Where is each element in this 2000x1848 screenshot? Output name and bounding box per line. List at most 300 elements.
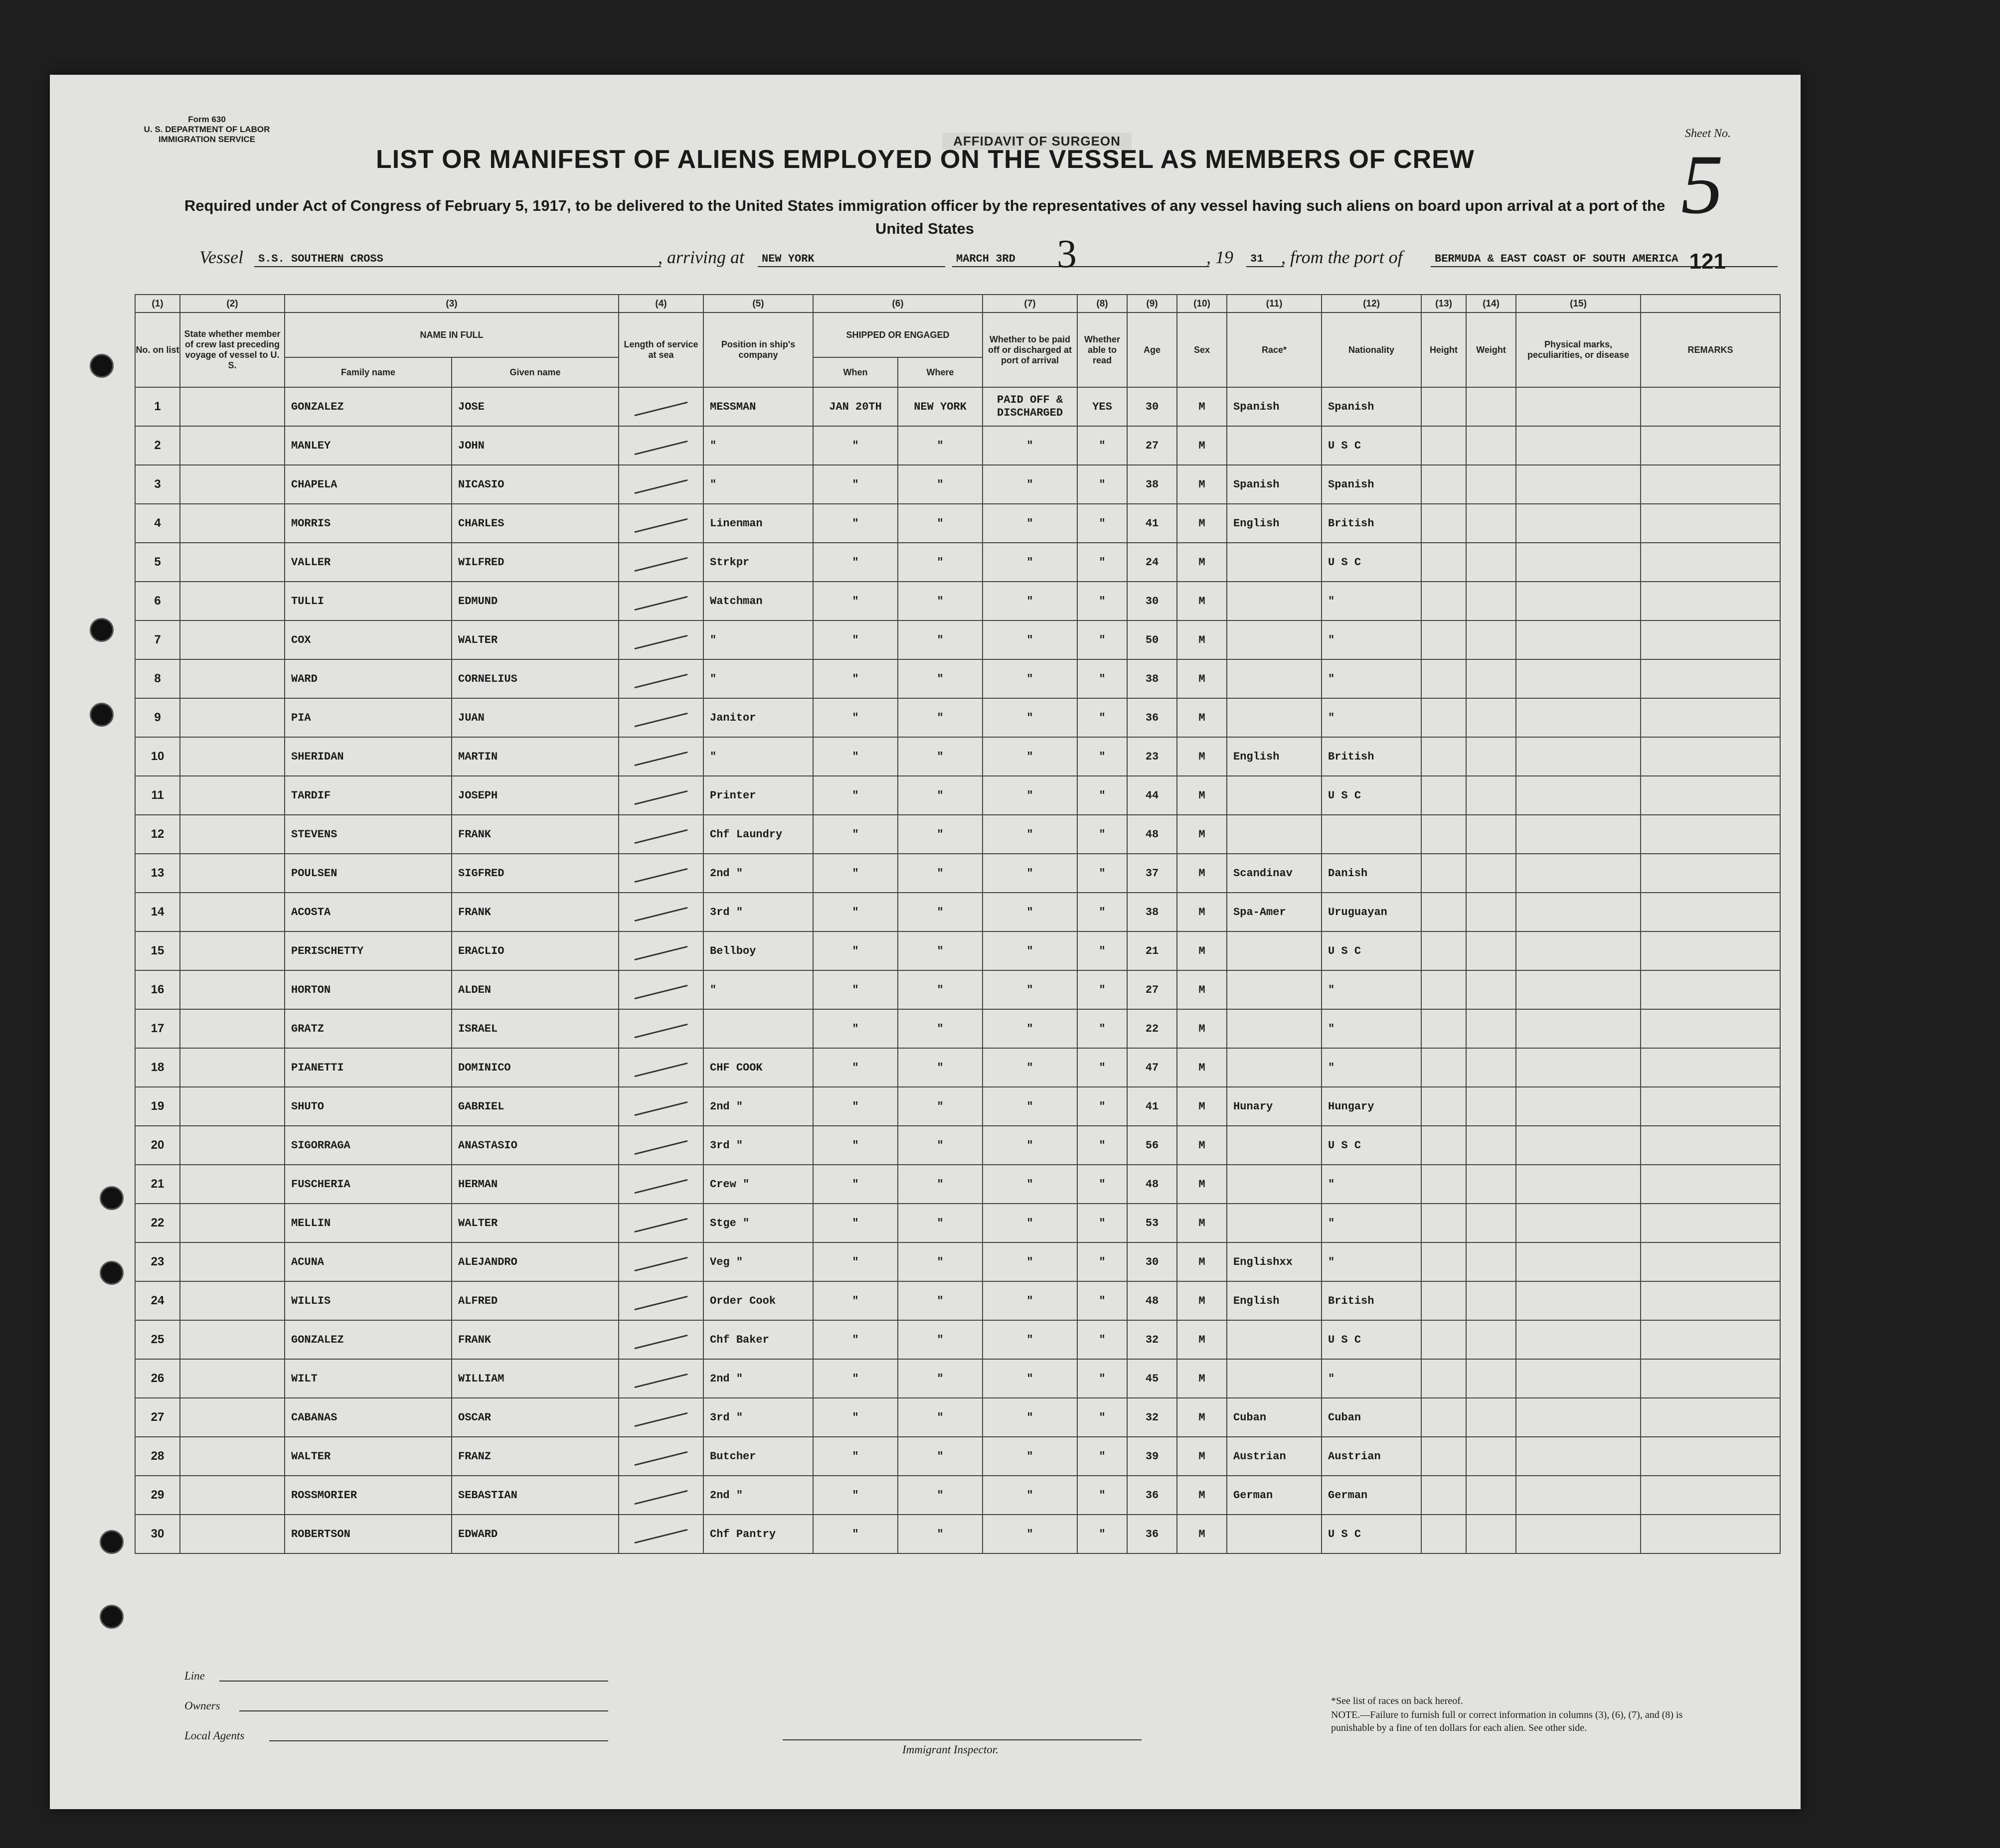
cell-family-name: ACOSTA — [285, 893, 452, 931]
cell-shipped-where: " — [898, 582, 983, 620]
table-row — [135, 931, 1780, 970]
cell-able-to-read: " — [1077, 1126, 1127, 1165]
cell-sex: M — [1177, 737, 1227, 776]
cell-paid-off: " — [983, 815, 1077, 854]
cell-given-name: EDMUND — [452, 582, 619, 620]
cell-physical-marks — [1516, 1281, 1641, 1320]
cell-given-name: OSCAR — [452, 1398, 619, 1437]
binder-hole-5 — [100, 1261, 124, 1285]
cell-given-name: SEBASTIAN — [452, 1476, 619, 1515]
cell-shipped-when: " — [813, 815, 898, 854]
cell-last-voyage — [180, 1242, 285, 1281]
cell-list-number: 19 — [135, 1087, 180, 1126]
cell-family-name: SIGORRAGA — [285, 1126, 452, 1165]
cell-remarks — [1641, 815, 1780, 854]
cell-family-name: GONZALEZ — [285, 387, 452, 426]
colnum-10: (10) — [1177, 295, 1227, 312]
cell-last-voyage — [180, 504, 285, 543]
vessel-name: S.S. SOUTHERN CROSS — [254, 253, 661, 267]
cell-shipped-where: " — [898, 893, 983, 931]
cell-race — [1227, 620, 1322, 659]
cell-position: 3rd " — [703, 1398, 813, 1437]
cell-sex: M — [1177, 893, 1227, 931]
cell-last-voyage — [180, 1359, 285, 1398]
vessel-label: Vessel — [199, 247, 243, 267]
cell-list-number: 29 — [135, 1476, 180, 1515]
cell-height — [1421, 1515, 1466, 1553]
checkmark-icon — [634, 1101, 687, 1116]
colnum-1: (1) — [135, 295, 180, 312]
cell-paid-off: " — [983, 970, 1077, 1009]
cell-nationality: U S C — [1322, 931, 1421, 970]
cell-weight — [1466, 1437, 1516, 1476]
cell-paid-off: " — [983, 1398, 1077, 1437]
cell-position: Chf Laundry — [703, 815, 813, 854]
cell-nationality: " — [1322, 582, 1421, 620]
cell-shipped-when: " — [813, 698, 898, 737]
cell-length-of-service — [619, 854, 703, 893]
cell-shipped-when: " — [813, 1476, 898, 1515]
cell-family-name: GONZALEZ — [285, 1320, 452, 1359]
cell-weight — [1466, 815, 1516, 854]
cell-paid-off: " — [983, 1126, 1077, 1165]
cell-length-of-service — [619, 387, 703, 426]
cell-able-to-read: " — [1077, 1476, 1127, 1515]
cell-remarks — [1641, 426, 1780, 465]
cell-remarks — [1641, 387, 1780, 426]
checkmark-icon — [634, 1023, 687, 1038]
footer — [135, 1650, 1730, 1799]
cell-physical-marks — [1516, 1398, 1641, 1437]
cell-family-name: ROSSMORIER — [285, 1476, 452, 1515]
cell-weight — [1466, 1126, 1516, 1165]
cell-paid-off: " — [983, 776, 1077, 815]
cell-weight — [1466, 1009, 1516, 1048]
cell-length-of-service — [619, 893, 703, 931]
checkmark-icon — [634, 1179, 687, 1194]
cell-shipped-where: " — [898, 737, 983, 776]
cell-physical-marks — [1516, 1242, 1641, 1281]
cell-shipped-when: " — [813, 1242, 898, 1281]
cell-age: 45 — [1127, 1359, 1177, 1398]
cell-physical-marks — [1516, 931, 1641, 970]
cell-age: 53 — [1127, 1204, 1177, 1242]
cell-given-name: NICASIO — [452, 465, 619, 504]
cell-position: " — [703, 620, 813, 659]
cell-family-name: WARD — [285, 659, 452, 698]
cell-list-number: 2 — [135, 426, 180, 465]
cell-length-of-service — [619, 1359, 703, 1398]
cell-position: 2nd " — [703, 854, 813, 893]
binder-hole-6 — [100, 1530, 124, 1554]
cell-paid-off: " — [983, 1476, 1077, 1515]
cell-list-number: 11 — [135, 776, 180, 815]
cell-able-to-read: " — [1077, 504, 1127, 543]
cell-paid-off: " — [983, 1204, 1077, 1242]
cell-able-to-read: YES — [1077, 387, 1127, 426]
cell-height — [1421, 1398, 1466, 1437]
cell-height — [1421, 1320, 1466, 1359]
cell-position: Watchman — [703, 582, 813, 620]
cell-physical-marks — [1516, 582, 1641, 620]
cell-weight — [1466, 426, 1516, 465]
cell-position: Veg " — [703, 1242, 813, 1281]
cell-sex: M — [1177, 815, 1227, 854]
cell-able-to-read: " — [1077, 854, 1127, 893]
cell-given-name: WILLIAM — [452, 1359, 619, 1398]
cell-weight — [1466, 1281, 1516, 1320]
cell-remarks — [1641, 1515, 1780, 1553]
cell-nationality: " — [1322, 1009, 1421, 1048]
cell-paid-off: " — [983, 931, 1077, 970]
cell-able-to-read: " — [1077, 893, 1127, 931]
cell-physical-marks — [1516, 1087, 1641, 1126]
vessel-line — [199, 232, 1795, 277]
cell-given-name: ISRAEL — [452, 1009, 619, 1048]
cell-given-name: DOMINICO — [452, 1048, 619, 1087]
cell-remarks — [1641, 1281, 1780, 1320]
cell-family-name: FUSCHERIA — [285, 1165, 452, 1204]
sheet-label: Sheet No. — [1685, 127, 1731, 140]
cell-length-of-service — [619, 1476, 703, 1515]
cell-length-of-service — [619, 543, 703, 582]
colnum-5: (5) — [703, 295, 813, 312]
checkmark-icon — [634, 401, 687, 416]
cell-given-name: ANASTASIO — [452, 1126, 619, 1165]
cell-shipped-when: " — [813, 970, 898, 1009]
cell-nationality: German — [1322, 1476, 1421, 1515]
cell-list-number: 10 — [135, 737, 180, 776]
cell-nationality: " — [1322, 620, 1421, 659]
cell-race: Spa-Amer — [1227, 893, 1322, 931]
checkmark-icon — [634, 1412, 687, 1427]
cell-physical-marks — [1516, 620, 1641, 659]
cell-given-name: JOSE — [452, 387, 619, 426]
header-length-of-service: Length of service at sea — [619, 312, 703, 387]
table-row — [135, 1087, 1780, 1126]
checkmark-icon — [634, 518, 687, 533]
cell-position: MESSMAN — [703, 387, 813, 426]
cell-nationality: U S C — [1322, 426, 1421, 465]
cell-shipped-where: " — [898, 1515, 983, 1553]
cell-list-number: 4 — [135, 504, 180, 543]
cell-remarks — [1641, 582, 1780, 620]
header-where: Where — [898, 357, 983, 387]
cell-shipped-where: " — [898, 1476, 983, 1515]
cell-family-name: ROBERTSON — [285, 1515, 452, 1553]
cell-able-to-read: " — [1077, 1437, 1127, 1476]
cell-length-of-service — [619, 659, 703, 698]
cell-list-number: 18 — [135, 1048, 180, 1087]
cell-given-name: JOSEPH — [452, 776, 619, 815]
checkmark-icon — [634, 557, 687, 572]
cell-length-of-service — [619, 426, 703, 465]
colnum-4: (4) — [619, 295, 703, 312]
cell-physical-marks — [1516, 1204, 1641, 1242]
cell-age: 24 — [1127, 543, 1177, 582]
cell-weight — [1466, 1204, 1516, 1242]
cell-sex: M — [1177, 659, 1227, 698]
cell-family-name: WALTER — [285, 1437, 452, 1476]
cell-remarks — [1641, 776, 1780, 815]
cell-family-name: MANLEY — [285, 426, 452, 465]
cell-age: 48 — [1127, 1281, 1177, 1320]
cell-list-number: 5 — [135, 543, 180, 582]
checkmark-icon — [634, 1256, 687, 1271]
cell-sex: M — [1177, 582, 1227, 620]
cell-race: Englishxx — [1227, 1242, 1322, 1281]
cell-family-name: PIANETTI — [285, 1048, 452, 1087]
cell-able-to-read: " — [1077, 426, 1127, 465]
header-when: When — [813, 357, 898, 387]
cell-nationality: Cuban — [1322, 1398, 1421, 1437]
table-row — [135, 1398, 1780, 1437]
table-row — [135, 893, 1780, 931]
cell-last-voyage — [180, 854, 285, 893]
cell-able-to-read: " — [1077, 698, 1127, 737]
cell-given-name: JOHN — [452, 426, 619, 465]
table-row — [135, 387, 1780, 426]
cell-last-voyage — [180, 776, 285, 815]
cell-shipped-when: " — [813, 737, 898, 776]
cell-shipped-where: " — [898, 1242, 983, 1281]
checkmark-icon — [634, 1373, 687, 1388]
cell-race — [1227, 1359, 1322, 1398]
department-name: U. S. DEPARTMENT OF LABOR — [144, 125, 270, 134]
cell-sex: M — [1177, 1048, 1227, 1087]
cell-length-of-service — [619, 1048, 703, 1087]
cell-race — [1227, 1320, 1322, 1359]
cell-sex: M — [1177, 620, 1227, 659]
cell-sex: M — [1177, 1359, 1227, 1398]
cell-shipped-when: " — [813, 1087, 898, 1126]
cell-age: 44 — [1127, 776, 1177, 815]
cell-physical-marks — [1516, 465, 1641, 504]
cell-physical-marks — [1516, 659, 1641, 698]
cell-list-number: 30 — [135, 1515, 180, 1553]
manifest-sheet — [50, 75, 1801, 1809]
header-paid-off: Whether to be paid off or discharged at port of arrival — [983, 312, 1077, 387]
local-agents-blank — [269, 1740, 608, 1741]
table-row — [135, 620, 1780, 659]
cell-race — [1227, 1048, 1322, 1087]
cell-physical-marks — [1516, 1359, 1641, 1398]
cell-shipped-where: " — [898, 1359, 983, 1398]
cell-last-voyage — [180, 698, 285, 737]
cell-weight — [1466, 1515, 1516, 1553]
cell-length-of-service — [619, 582, 703, 620]
cell-family-name: ACUNA — [285, 1242, 452, 1281]
cell-nationality: Spanish — [1322, 465, 1421, 504]
cell-remarks — [1641, 931, 1780, 970]
cell-last-voyage — [180, 1126, 285, 1165]
cell-family-name: CHAPELA — [285, 465, 452, 504]
cell-physical-marks — [1516, 893, 1641, 931]
cell-race — [1227, 931, 1322, 970]
colnum-11: (11) — [1227, 295, 1322, 312]
cell-height — [1421, 1281, 1466, 1320]
cell-shipped-where: " — [898, 970, 983, 1009]
cell-able-to-read: " — [1077, 1204, 1127, 1242]
cell-shipped-where: " — [898, 1165, 983, 1204]
cell-height — [1421, 387, 1466, 426]
table-row — [135, 1242, 1780, 1281]
cell-shipped-where: " — [898, 543, 983, 582]
cell-height — [1421, 504, 1466, 543]
cell-position: 2nd " — [703, 1359, 813, 1398]
page-number: 121 — [1689, 249, 1726, 274]
cell-family-name: MELLIN — [285, 1204, 452, 1242]
cell-age: 38 — [1127, 465, 1177, 504]
cell-length-of-service — [619, 1242, 703, 1281]
cell-length-of-service — [619, 1009, 703, 1048]
cell-nationality: U S C — [1322, 1320, 1421, 1359]
cell-given-name: MARTIN — [452, 737, 619, 776]
cell-race — [1227, 1165, 1322, 1204]
cell-height — [1421, 815, 1466, 854]
cell-shipped-where: " — [898, 815, 983, 854]
affidavit-stamp: AFFIDAVIT OF SURGEON — [942, 133, 1132, 150]
cell-shipped-when: " — [813, 504, 898, 543]
cell-remarks — [1641, 1437, 1780, 1476]
cell-position: Stge " — [703, 1204, 813, 1242]
cell-race: Austrian — [1227, 1437, 1322, 1476]
cell-shipped-where: " — [898, 1126, 983, 1165]
table-row — [135, 465, 1780, 504]
cell-age: 21 — [1127, 931, 1177, 970]
colnum-6: (6) — [813, 295, 983, 312]
cell-shipped-where: " — [898, 1437, 983, 1476]
header-last-voyage: State whether member of crew last preceding voyage of vessel to U. S. — [180, 312, 285, 387]
cell-weight — [1466, 1476, 1516, 1515]
header-sex: Sex — [1177, 312, 1227, 387]
cell-weight — [1466, 620, 1516, 659]
cell-age: 23 — [1127, 737, 1177, 776]
cell-remarks — [1641, 543, 1780, 582]
cell-paid-off: " — [983, 1515, 1077, 1553]
cell-sex: M — [1177, 387, 1227, 426]
table-row — [135, 1048, 1780, 1087]
cell-position: " — [703, 659, 813, 698]
cell-paid-off: " — [983, 854, 1077, 893]
cell-age: 56 — [1127, 1126, 1177, 1165]
checkmark-icon — [634, 673, 687, 688]
cell-position: Linenman — [703, 504, 813, 543]
cell-height — [1421, 543, 1466, 582]
cell-remarks — [1641, 970, 1780, 1009]
cell-height — [1421, 776, 1466, 815]
sheet-number: 5 — [1681, 138, 1723, 231]
cell-last-voyage — [180, 931, 285, 970]
cell-race — [1227, 426, 1322, 465]
cell-list-number: 7 — [135, 620, 180, 659]
header-shipped-engaged: SHIPPED OR ENGAGED — [813, 312, 983, 357]
arriving-port: NEW YORK — [758, 253, 945, 267]
cell-age: 36 — [1127, 1515, 1177, 1553]
table-row — [135, 1476, 1780, 1515]
cell-able-to-read: " — [1077, 776, 1127, 815]
cell-given-name: FRANZ — [452, 1437, 619, 1476]
cell-length-of-service — [619, 737, 703, 776]
cell-remarks — [1641, 1476, 1780, 1515]
cell-sex: M — [1177, 543, 1227, 582]
cell-position: Chf Pantry — [703, 1515, 813, 1553]
cell-shipped-when: " — [813, 1165, 898, 1204]
cell-given-name: GABRIEL — [452, 1087, 619, 1126]
cell-race: Spanish — [1227, 387, 1322, 426]
cell-list-number: 3 — [135, 465, 180, 504]
cell-given-name: WILFRED — [452, 543, 619, 582]
table-row — [135, 504, 1780, 543]
cell-shipped-when: " — [813, 620, 898, 659]
cell-shipped-when: " — [813, 582, 898, 620]
cell-paid-off: " — [983, 698, 1077, 737]
checkmark-icon — [634, 790, 687, 805]
checkmark-icon — [634, 1490, 687, 1505]
checkmark-icon — [634, 1295, 687, 1310]
cell-remarks — [1641, 1398, 1780, 1437]
form-identifier — [125, 115, 289, 145]
cell-nationality: Spanish — [1322, 387, 1421, 426]
cell-shipped-when: " — [813, 1437, 898, 1476]
cell-list-number: 12 — [135, 815, 180, 854]
cell-last-voyage — [180, 1437, 285, 1476]
cell-sex: M — [1177, 1204, 1227, 1242]
cell-height — [1421, 931, 1466, 970]
cell-length-of-service — [619, 504, 703, 543]
cell-family-name: TARDIF — [285, 776, 452, 815]
cell-age: 32 — [1127, 1398, 1177, 1437]
cell-last-voyage — [180, 543, 285, 582]
cell-weight — [1466, 659, 1516, 698]
cell-weight — [1466, 1087, 1516, 1126]
cell-sex: M — [1177, 1242, 1227, 1281]
cell-height — [1421, 1204, 1466, 1242]
cell-remarks — [1641, 620, 1780, 659]
cell-sex: M — [1177, 465, 1227, 504]
cell-age: 27 — [1127, 970, 1177, 1009]
table-row — [135, 1204, 1780, 1242]
cell-remarks — [1641, 698, 1780, 737]
cell-height — [1421, 1242, 1466, 1281]
cell-nationality: " — [1322, 698, 1421, 737]
cell-shipped-where: " — [898, 1048, 983, 1087]
header-height: Height — [1421, 312, 1466, 387]
cell-shipped-when: " — [813, 1515, 898, 1553]
arriving-label: , arriving at — [658, 247, 745, 267]
cell-last-voyage — [180, 426, 285, 465]
cell-paid-off: " — [983, 1242, 1077, 1281]
cell-able-to-read: " — [1077, 659, 1127, 698]
cell-shipped-when: " — [813, 465, 898, 504]
table-row — [135, 1359, 1780, 1398]
cell-given-name: WALTER — [452, 620, 619, 659]
cell-weight — [1466, 1359, 1516, 1398]
cell-shipped-where: " — [898, 465, 983, 504]
cell-able-to-read: " — [1077, 465, 1127, 504]
cell-sex: M — [1177, 1437, 1227, 1476]
cell-weight — [1466, 854, 1516, 893]
checkmark-icon — [634, 634, 687, 649]
cell-paid-off: " — [983, 659, 1077, 698]
cell-given-name: JUAN — [452, 698, 619, 737]
cell-given-name: ALDEN — [452, 970, 619, 1009]
document-subtitle: Required under Act of Congress of February 5, 1917, to be delivered to the United States immigration officer by the representatives of any vessel having such aliens on board upon arrival at a port of the United States — [184, 197, 1666, 237]
binder-hole-3 — [90, 703, 114, 727]
cell-race: English — [1227, 737, 1322, 776]
cell-nationality: British — [1322, 1281, 1421, 1320]
cell-paid-off: " — [983, 1165, 1077, 1204]
